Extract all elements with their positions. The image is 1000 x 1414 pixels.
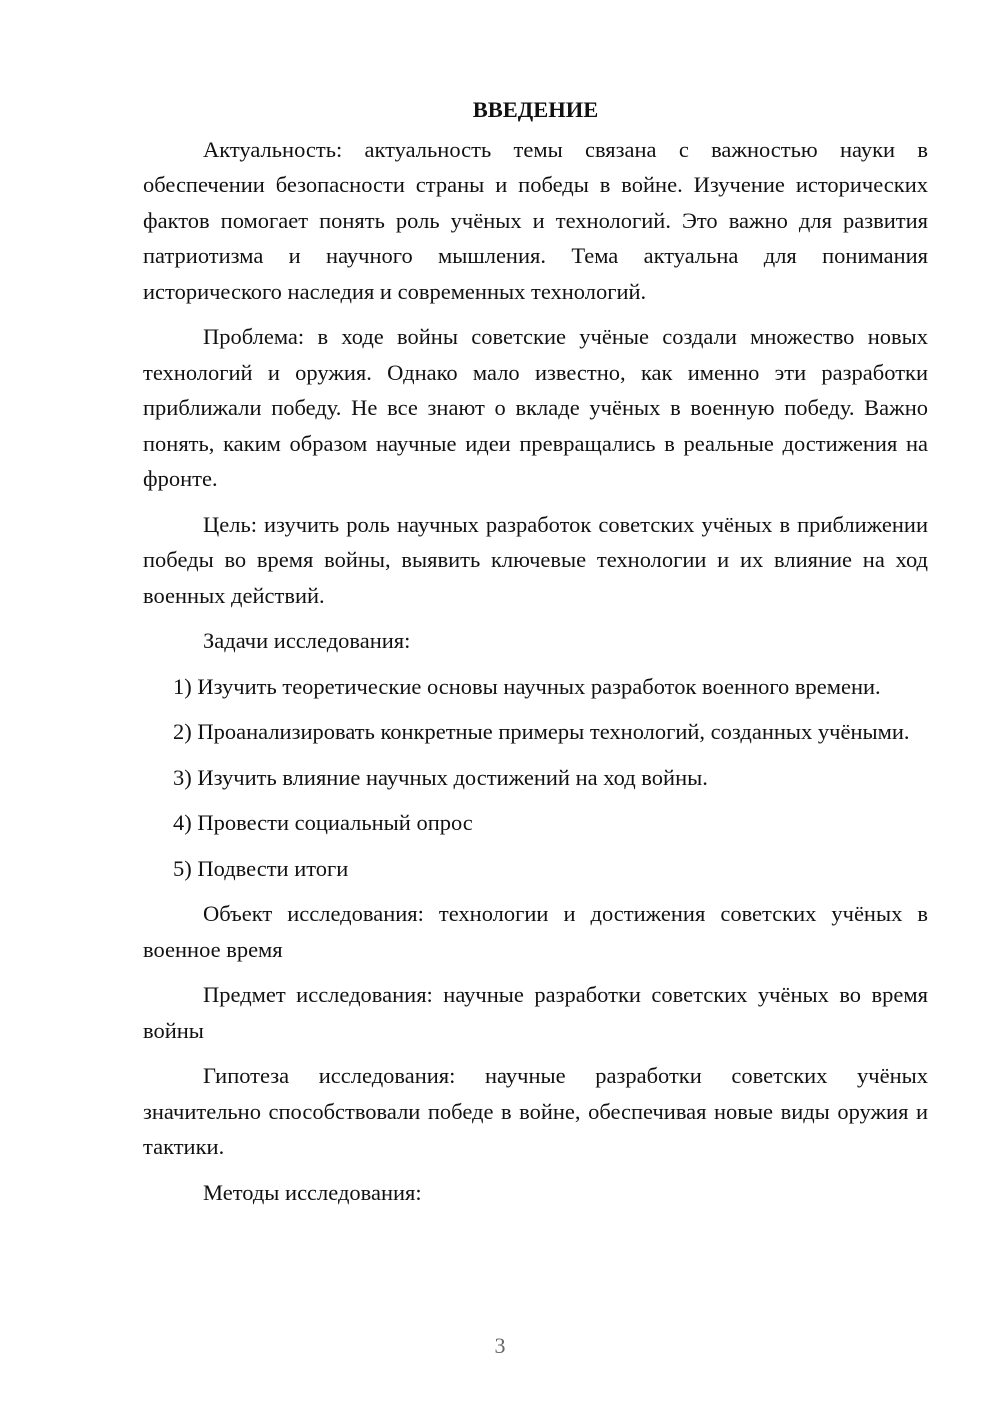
section-title: ВВЕДЕНИЕ (472, 97, 599, 122)
page-number: 3 (494, 1333, 506, 1358)
research-hypothesis-paragraph: Гипотеза исследования: научные разработки советских учёных значительно способствовали победе в войне, обеспечивая новые виды оружия и тактики. (143, 1063, 928, 1159)
problem-paragraph: Проблема: в ходе войны советские учёные создали множество новых технологий и оружия. Однако мало известно, как именно эти разработки приближали победу. Не все знают о вкладе учёных в военную победу. Важно понять, каким образом научные идеи превращались в реальные достижения на фронте. (143, 324, 928, 491)
goal-paragraph: Цель: изучить роль научных разработок советских учёных в приближении победы во время войны, выявить ключевые технологии и их влияние на ход военных действий. (143, 511, 928, 608)
relevance-paragraph: Актуальность: актуальность темы связана с важностью науки в обеспечении безопасности страны и победы в войне. Изучение исторических фактов помогает понять роль учёных и технологий. Это важно для развития патриотизма и научного мышления. Тема актуальна для понимания исторического наследия и современных технологий. (143, 136, 928, 304)
task-item-4: 4) Провести социальный опрос (173, 810, 473, 835)
task-item-1: 1) Изучить теоретические основы научных разработок военного времени. (173, 673, 881, 699)
research-methods-heading: Методы исследования: (203, 1179, 422, 1205)
task-item-3: 3) Изучить влияние научных достижений на ход войны. (173, 764, 708, 790)
page-content (143, 92, 928, 1220)
research-subject-paragraph: Предмет исследования: научные разработки советских учёных во время войны (143, 982, 928, 1043)
task-item-5: 5) Подвести итоги (173, 855, 349, 881)
tasks-heading: Задачи исследования: (203, 628, 411, 653)
research-object-paragraph: Объект исследования: технологии и достижения советских учёных в военное время (143, 901, 928, 962)
task-item-2: 2) Проанализировать конкретные примеры технологий, созданных учёными. (173, 719, 910, 744)
